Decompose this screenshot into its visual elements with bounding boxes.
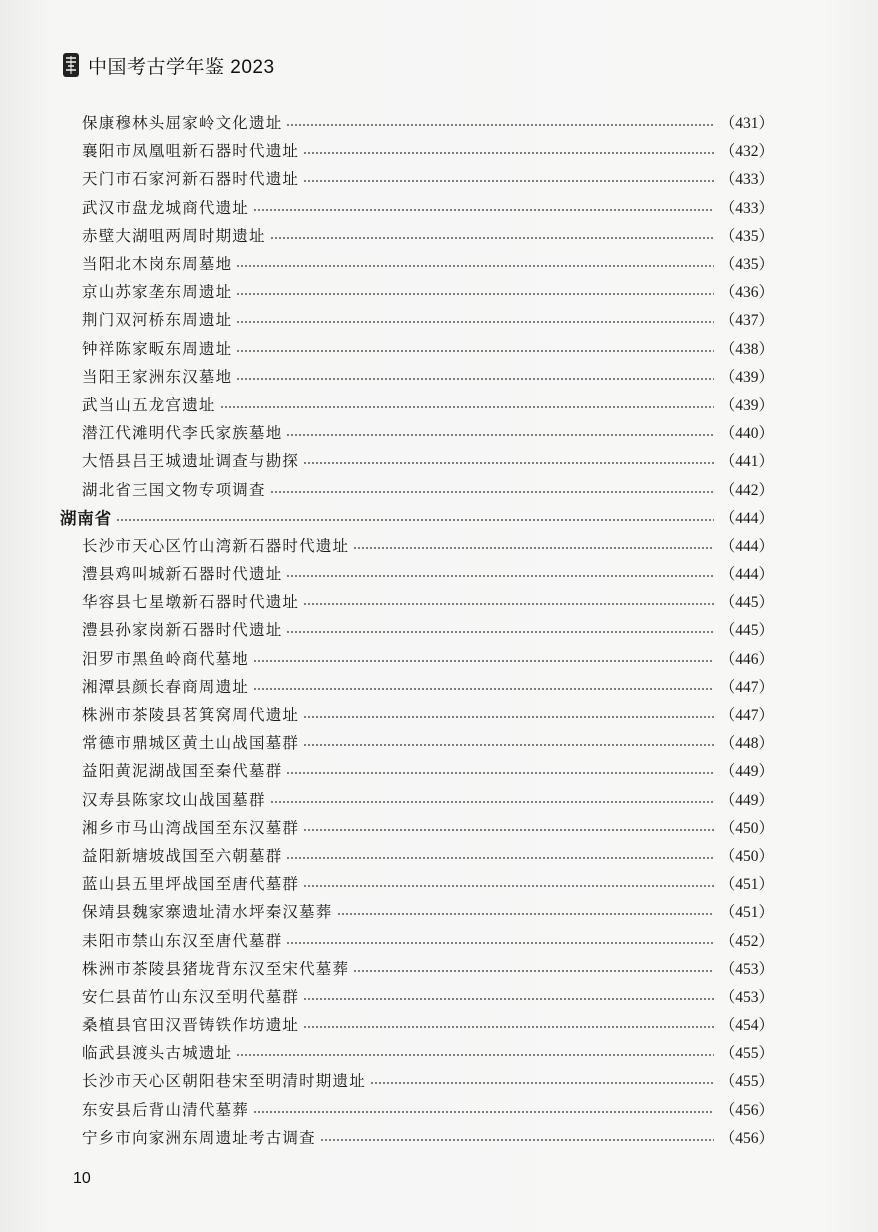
dot-leader [303,744,714,746]
dot-leader [286,857,714,859]
toc-page-number: （433） [719,199,774,217]
toc-page-number: （437） [719,312,774,330]
toc-entry[interactable] [60,897,774,925]
running-header [62,50,275,80]
toc-entry[interactable] [60,587,774,615]
toc-entry-title: 武当山五龙宫遗址 [82,395,216,414]
toc-page-number: （449） [719,763,774,781]
dot-leader [370,1082,714,1084]
dot-leader [236,378,714,380]
dot-leader [303,716,714,718]
toc-page-number: （447） [719,678,774,696]
toc-entry[interactable] [60,390,774,418]
dot-leader [236,1054,714,1056]
toc-entry[interactable] [60,362,774,390]
yearbook-title: 中国考古学年鉴 2023 [88,56,275,78]
toc-page-number: （446） [719,650,774,668]
toc-page-number: （436） [719,284,774,302]
toc-entry-title: 保靖县魏家寨遗址清水坪秦汉墓葬 [82,903,333,922]
toc-entry[interactable] [60,700,774,728]
toc-entry[interactable] [60,644,774,672]
toc-entry-title: 澧县孙家岗新石器时代遗址 [82,621,283,640]
dot-leader [236,293,714,295]
toc-page-number: （444） [719,537,774,555]
dot-leader [303,1026,714,1028]
toc-page-number: （450） [719,819,774,837]
toc-entry[interactable] [60,108,774,136]
toc-entry[interactable] [60,1123,774,1151]
toc-page-number: （440） [719,425,774,443]
toc-page-number: （439） [719,368,774,386]
toc-entry-title: 汉寿县陈家坟山战国墓群 [82,790,266,809]
dot-leader [303,462,714,464]
toc-page-number: （449） [719,791,774,809]
dot-leader [253,660,714,662]
toc-entry-title: 潜江代滩明代李氏家族墓地 [82,424,283,443]
dot-leader [320,1139,714,1141]
toc-entry-title: 武汉市盘龙城商代遗址 [82,198,250,217]
toc-entry-title: 耒阳市禁山东汉至唐代墓群 [82,931,283,950]
toc-entry-title: 京山苏家垄东周遗址 [82,283,233,302]
dot-leader [253,1111,714,1113]
toc-entry-title: 大悟县吕王城遗址调查与勘探 [82,452,300,471]
toc-entry-title: 湖北省三国文物专项调查 [82,480,266,499]
toc-page-number: （438） [719,340,774,358]
toc-page-number: （451） [719,904,774,922]
toc-page-number: （456） [719,1101,774,1119]
toc-entry[interactable] [60,841,774,869]
toc-page-number: （448） [719,735,774,753]
toc-page-number: （441） [719,453,774,471]
dot-leader [303,829,714,831]
dot-leader [286,772,714,774]
toc-entry[interactable] [60,1038,774,1066]
dot-leader [286,631,714,633]
toc-entry[interactable] [60,221,774,249]
toc-entry-title: 当阳北木岗东周墓地 [82,255,233,274]
toc-entry-title: 益阳黄泥湖战国至秦代墓群 [82,762,283,781]
dot-leader [236,265,714,267]
toc-page-number: （455） [719,1073,774,1091]
dot-leader [303,152,714,154]
dot-leader [236,321,714,323]
toc-entry-title: 桑植县官田汉晋铸铁作坊遗址 [82,1016,300,1035]
toc-page-number: （453） [719,988,774,1006]
toc-entry[interactable] [60,277,774,305]
toc-page-number: （442） [719,481,774,499]
toc-entry[interactable] [60,531,774,559]
toc-entry[interactable] [60,869,774,897]
toc-entry[interactable] [60,672,774,700]
toc-entry-title: 东安县后背山清代墓葬 [82,1100,250,1119]
toc-entry-title: 钟祥陈家畈东周遗址 [82,339,233,358]
dot-leader [353,547,714,549]
dot-leader [353,970,714,972]
dot-leader [116,519,714,521]
toc-page-number: （456） [719,1129,774,1147]
toc-entry-title: 长沙市天心区竹山湾新石器时代遗址 [82,536,350,555]
toc-entry[interactable] [60,982,774,1010]
toc-entry[interactable] [60,785,774,813]
toc-entry[interactable] [60,1010,774,1038]
toc-entry[interactable] [60,756,774,784]
toc-page-number: （444） [719,509,774,527]
toc-entry[interactable] [60,1095,774,1123]
toc-entry[interactable] [60,164,774,192]
dot-leader [253,209,714,211]
toc-page-number: （435） [719,256,774,274]
toc-entry[interactable] [60,474,774,502]
dot-leader [236,350,714,352]
toc-page-number: （451） [719,876,774,894]
toc-entry[interactable] [60,249,774,277]
toc-page-number: （444） [719,566,774,584]
table-of-contents [60,108,774,1151]
toc-page-number: （454） [719,1017,774,1035]
dot-leader [303,998,714,1000]
toc-section-heading[interactable] [60,503,774,531]
dot-leader [286,124,714,126]
toc-page-number: （445） [719,622,774,640]
dot-leader [253,688,714,690]
toc-entry-title: 宁乡市向家洲东周遗址考古调查 [82,1128,316,1147]
toc-entry[interactable] [60,446,774,474]
toc-page-number: （445） [719,594,774,612]
dot-leader [220,406,714,408]
toc-entry[interactable] [60,559,774,587]
dot-leader [286,434,714,436]
toc-entry[interactable] [60,813,774,841]
toc-page-number: （432） [719,143,774,161]
toc-entry[interactable] [60,954,774,982]
dot-leader [270,491,714,493]
toc-entry-title: 荆门双河桥东周遗址 [82,311,233,330]
toc-entry[interactable] [60,193,774,221]
toc-entry-title: 汨罗市黑鱼岭商代墓地 [82,649,250,668]
dot-leader [303,180,714,182]
dot-leader [303,603,714,605]
toc-entry-title: 湖南省 [60,508,112,528]
toc-page-number: （435） [719,227,774,245]
dot-leader [270,237,714,239]
toc-entry-title: 长沙市天心区朝阳巷宋至明清时期遗址 [82,1072,366,1091]
toc-page-number: （439） [719,396,774,414]
toc-entry[interactable] [60,1066,774,1094]
book-seal-icon [62,52,80,78]
toc-page-number: （433） [719,171,774,189]
toc-entry-title: 保康穆林头屈家岭文化遗址 [82,114,283,133]
toc-entry[interactable] [60,615,774,643]
toc-page-number: （455） [719,1045,774,1063]
toc-entry-title: 株洲市茶陵县茗箕窝周代遗址 [82,706,300,725]
toc-entry-title: 天门市石家河新石器时代遗址 [82,170,300,189]
toc-entry-title: 赤壁大湖咀两周时期遗址 [82,226,266,245]
toc-entry-title: 安仁县苗竹山东汉至明代墓群 [82,987,300,1006]
toc-page-number: （453） [719,960,774,978]
dot-leader [337,913,714,915]
page-number: 10 [73,1170,91,1187]
toc-entry-title: 华容县七星墩新石器时代遗址 [82,593,300,612]
toc-page-number: （452） [719,932,774,950]
toc-page-number: （447） [719,707,774,725]
toc-entry-title: 当阳王家洲东汉墓地 [82,367,233,386]
toc-entry[interactable] [60,728,774,756]
toc-entry-title: 蓝山县五里坪战国至唐代墓群 [82,875,300,894]
dot-leader [286,575,714,577]
toc-page-number: （450） [719,847,774,865]
dot-leader [270,801,714,803]
toc-entry[interactable] [60,925,774,953]
toc-entry-title: 益阳新塘坡战国至六朝墓群 [82,846,283,865]
toc-entry[interactable] [60,334,774,362]
toc-page-number: （431） [719,115,774,133]
dot-leader [303,885,714,887]
toc-entry[interactable] [60,418,774,446]
toc-entry-title: 湘乡市马山湾战国至东汉墓群 [82,818,300,837]
toc-entry-title: 株洲市茶陵县猪垅背东汉至宋代墓葬 [82,959,350,978]
toc-entry[interactable] [60,136,774,164]
toc-entry-title: 襄阳市凤凰咀新石器时代遗址 [82,142,300,161]
toc-entry[interactable] [60,305,774,333]
dot-leader [286,942,714,944]
toc-entry-title: 澧县鸡叫城新石器时代遗址 [82,565,283,584]
toc-entry-title: 常德市鼎城区黄土山战国墓群 [82,734,300,753]
toc-entry-title: 湘潭县颜长春商周遗址 [82,677,250,696]
toc-entry-title: 临武县渡头古城遗址 [82,1044,233,1063]
